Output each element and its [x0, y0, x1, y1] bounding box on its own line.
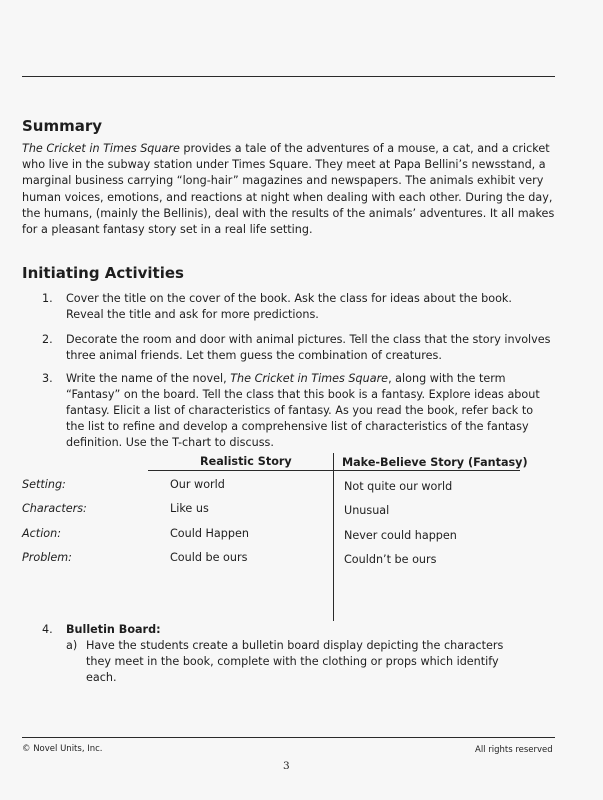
activity-text: Decorate the room and door with animal pictures. Tell the class that the story involves three animal friends. Let them guess the combination of creatures. — [66, 333, 551, 362]
bottom-rule — [22, 737, 555, 738]
activity-text-before: Write the name of the novel, — [66, 372, 231, 385]
activity-number: 4. — [42, 623, 53, 636]
t-chart-fantasy-cell: Not quite our world — [344, 480, 453, 493]
activity-number: 1. — [42, 292, 53, 305]
t-chart-row-label: Action: — [22, 527, 62, 540]
t-chart-horizontal-line — [148, 470, 520, 471]
t-chart-realistic-cell: Could Happen — [170, 527, 249, 540]
subitem-letter: a) — [66, 639, 78, 652]
page-number: 3 — [283, 760, 290, 772]
subitem-text: Have the students create a bulletin board display depicting the characters they meet in the book, complete with the clothing or props which identify each. — [86, 639, 504, 684]
t-chart-vertical-line — [333, 453, 334, 621]
t-chart-realistic-cell: Like us — [170, 502, 209, 515]
activity-number: 2. — [42, 333, 53, 346]
activity-text-after: , along with the term “Fantasy” on the board. Tell the class that this book is a fantasy. Explore ideas about fantasy. Elicit a list of characteristics of fantasy. As you read the book, refer back to the list to refine and develop a comprehensive list of characteristics of the fantasy definition. Use the T-chart to discuss. — [66, 372, 540, 449]
bulletin-board-label: Bulletin Board: — [66, 623, 161, 636]
t-chart-fantasy-cell: Never could happen — [344, 529, 457, 542]
activities-heading: Initiating Activities — [22, 264, 184, 282]
t-chart-header-fantasy: Make-Believe Story (Fantasy) — [342, 456, 528, 469]
t-chart-header-realistic: Realistic Story — [200, 455, 292, 468]
summary-heading: Summary — [22, 117, 103, 135]
summary-book-title: The Cricket in Times Square — [22, 142, 180, 155]
footer-copyright: © Novel Units, Inc. — [22, 744, 103, 754]
t-chart-realistic-cell: Could be ours — [170, 551, 248, 564]
t-chart-realistic-cell: Our world — [170, 478, 225, 491]
summary-text: provides a tale of the adventures of a mouse, a cat, and a cricket who live in the subway station under Times Square. They meet at Papa Bellini’s newsstand, a marginal business carrying “long-hair” magazines and newspapers. The animals exhibit very human voices, emotions, and reactions at night when dealing with each other. During the day, the humans, (mainly the Bellinis), deal with the results of the animals’ adventures. It all makes for a pleasant fantasy story set in a real life setting. — [22, 142, 555, 237]
t-chart-fantasy-cell: Unusual — [344, 504, 390, 517]
activity-text: Cover the title on the cover of the book. Ask the class for ideas about the book. Reveal the title and ask for more predictions. — [66, 292, 512, 321]
t-chart-row-label: Problem: — [22, 551, 72, 564]
footer-rights: All rights reserved — [475, 745, 553, 755]
t-chart-row-label: Characters: — [22, 502, 87, 515]
t-chart-row-label: Setting: — [22, 478, 66, 491]
t-chart-fantasy-cell: Couldn’t be ours — [344, 553, 437, 566]
activity-number: 3. — [42, 372, 53, 385]
activity-book-title: The Cricket in Times Square — [230, 372, 389, 385]
